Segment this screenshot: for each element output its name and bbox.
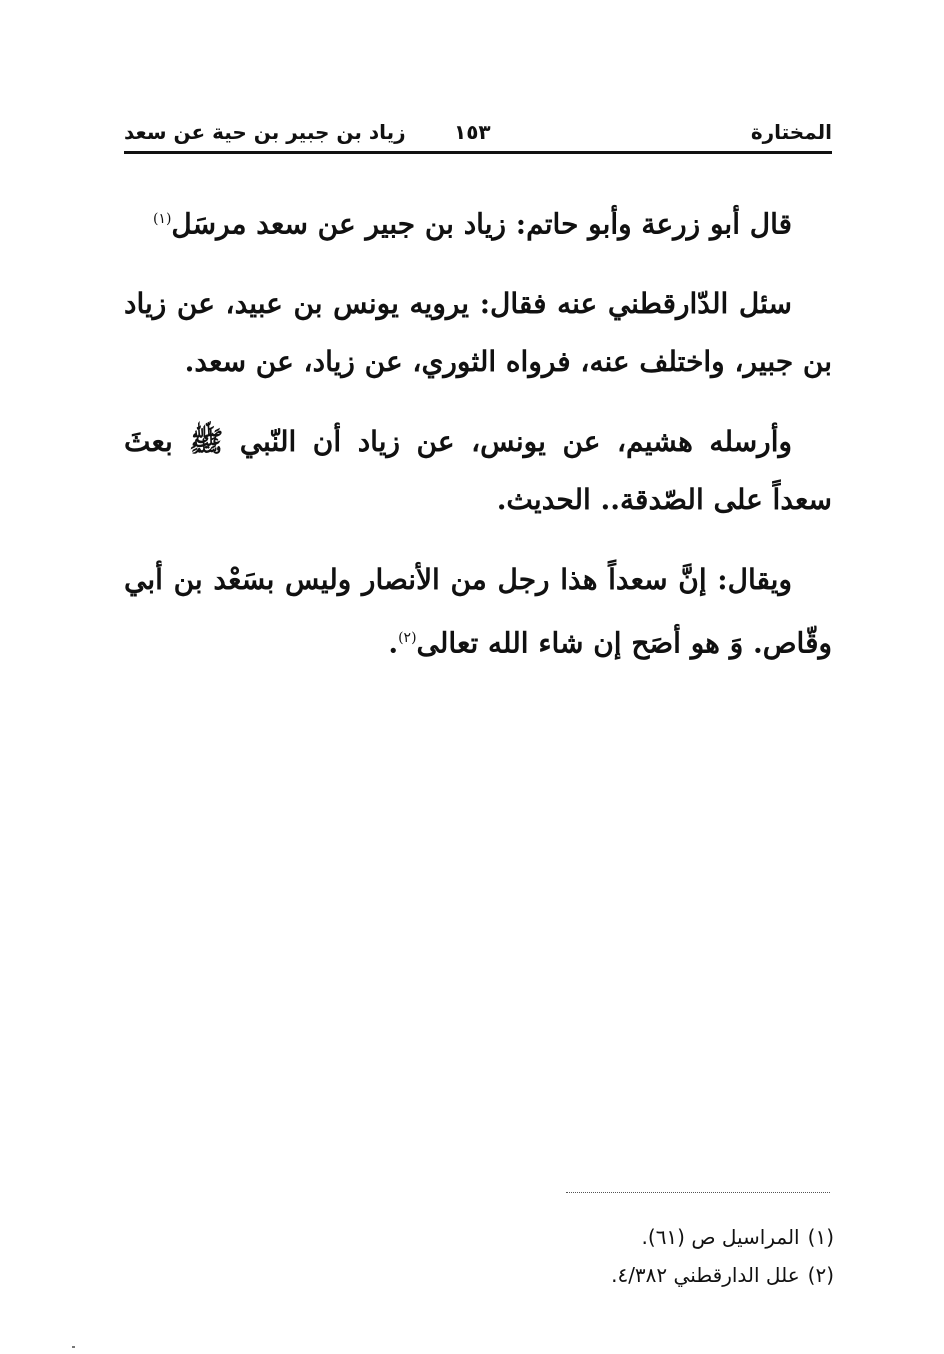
footnote bbox=[124, 1256, 834, 1294]
footnote-separator bbox=[566, 1192, 830, 1193]
paragraph-text: وأرسله هشيم، عن يونس، عن زياد أن النّبي ﷺ بعثَ سعداً على الصّدقة.. الحديث. bbox=[124, 425, 832, 517]
paragraph-text: ويقال: إنَّ سعداً هذا رجل من الأنصار وليس بسَعْد بن أبي وقّاص. وَ هو أصَح إن شاء الله تعالى bbox=[124, 563, 832, 660]
footnote-number: (١) bbox=[807, 1225, 834, 1249]
paragraph bbox=[124, 275, 832, 391]
scan-speck bbox=[72, 1346, 75, 1348]
paragraph-text: سئل الدّارقطني عنه فقال: يرويه يونس بن عبيد، عن زياد بن جبير، واختلف عنه، فرواه الثوري، عن زياد، عن سعد. bbox=[124, 287, 832, 379]
footnote-reference: (٢) bbox=[398, 630, 417, 647]
paragraph bbox=[124, 190, 832, 253]
paragraph bbox=[124, 551, 832, 672]
paragraph-text: قال أبو زرعة وأبو حاتم: زياد بن جبير عن سعد مرسَل bbox=[171, 207, 792, 241]
footnote-reference: (١) bbox=[152, 211, 172, 227]
footnotes bbox=[124, 1218, 834, 1294]
book-title: المختارة bbox=[750, 120, 832, 144]
paragraph bbox=[124, 413, 832, 529]
footnote-text: المراسيل ص (٦١). bbox=[641, 1225, 800, 1249]
footnote bbox=[124, 1218, 834, 1256]
running-header bbox=[124, 116, 832, 150]
page-number: ١٥٣ bbox=[454, 120, 491, 144]
chapter-title: زياد بن جبير بن حية عن سعد bbox=[124, 120, 406, 144]
paragraph-ending: . bbox=[388, 626, 399, 660]
header-rule bbox=[124, 151, 832, 154]
main-text bbox=[124, 190, 832, 695]
footnote-text: علل الدارقطني ٤/٣٨٢. bbox=[611, 1263, 800, 1287]
footnote-number: (٢) bbox=[807, 1263, 834, 1287]
